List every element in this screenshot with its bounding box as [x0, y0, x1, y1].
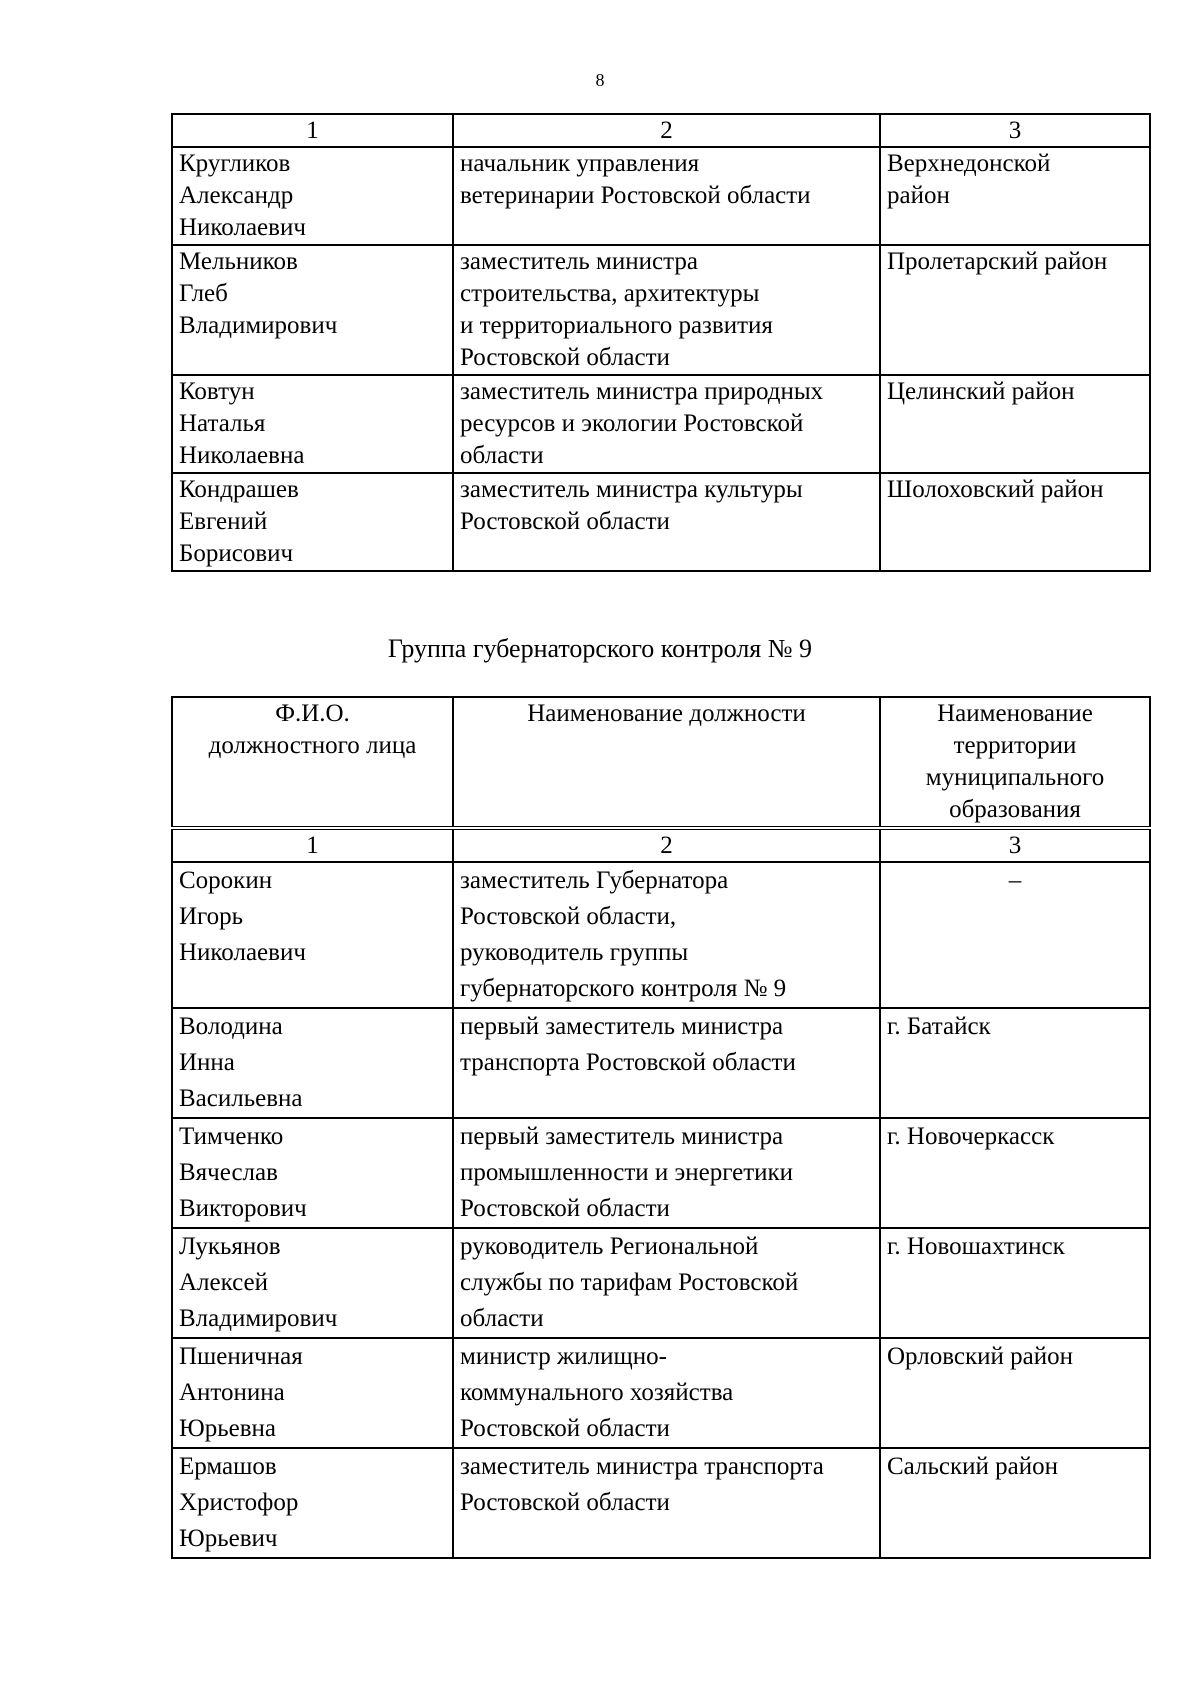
name-line: Лукьянов: [179, 1233, 281, 1260]
territory-line: Пролетарский район: [887, 248, 1108, 275]
name-line: Ермашов: [179, 1453, 277, 1480]
table-row: [172, 375, 1150, 473]
position-line: Ростовской области: [460, 1489, 670, 1516]
cell-name: [172, 1228, 453, 1338]
position-line: Ростовской области: [460, 1195, 670, 1222]
column-number: 2: [453, 828, 880, 862]
officials-table-continued: [171, 113, 1151, 572]
name-line: Игорь: [179, 903, 244, 930]
table-body: [172, 862, 1150, 1558]
name-line: Мельников: [179, 248, 298, 275]
table-row: [172, 1338, 1150, 1448]
position-line: первый заместитель министра: [460, 1123, 784, 1150]
header-line: территории: [953, 732, 1077, 759]
column-number-row: [172, 828, 1150, 862]
position-line: Ростовской области: [460, 1415, 670, 1442]
cell-territory: [880, 1448, 1150, 1558]
table-row: [172, 1118, 1150, 1228]
position-line: заместитель Губернатора: [460, 867, 729, 894]
position-line: ветеринарии Ростовской области: [460, 182, 811, 209]
name-line: Ковтун: [179, 378, 255, 405]
territory-line: Сальский район: [887, 1453, 1058, 1480]
cell-position: [453, 375, 880, 473]
name-line: Глеб: [179, 280, 228, 307]
name-line: Николаевич: [179, 214, 306, 241]
name-line: Наталья: [179, 410, 266, 437]
cell-position: [453, 473, 880, 571]
cell-name: [172, 473, 453, 571]
territory-line: г. Новочеркасск: [887, 1123, 1055, 1150]
table-row: [172, 1448, 1150, 1558]
cell-territory: [880, 147, 1150, 245]
name-line: Юрьевич: [179, 1525, 278, 1552]
position-line: строительства, архитектуры: [460, 280, 760, 307]
cell-name: [172, 1008, 453, 1118]
name-line: Тимченко: [179, 1123, 284, 1150]
position-line: первый заместитель министра: [460, 1013, 784, 1040]
position-line: заместитель министра: [460, 248, 698, 275]
cell-name: [172, 1338, 453, 1448]
position-line: заместитель министра культуры: [460, 476, 803, 503]
header-line: Ф.И.О.: [275, 700, 350, 727]
header-line: должностного лица: [208, 732, 417, 759]
position-line: службы по тарифам Ростовской: [460, 1269, 799, 1296]
name-line: Владимирович: [179, 312, 338, 339]
name-line: Пшеничная: [179, 1343, 303, 1370]
column-number: 1: [172, 828, 453, 862]
cell-position: [453, 1118, 880, 1228]
territory-line: Орловский район: [887, 1343, 1073, 1370]
page-number: 8: [595, 70, 605, 90]
cell-position: [453, 1448, 880, 1558]
territory-line: –: [1008, 867, 1022, 894]
column-number: 3: [880, 828, 1150, 862]
cell-name: [172, 862, 453, 1008]
cell-territory: [880, 1008, 1150, 1118]
column-number-row: [172, 114, 1150, 147]
table-row: [172, 147, 1150, 245]
header-line: Наименование должности: [527, 700, 806, 727]
territory-line: г. Новошахтинск: [887, 1233, 1065, 1260]
position-line: Ростовской области: [460, 344, 670, 371]
table-row: [172, 245, 1150, 375]
cell-territory: [880, 245, 1150, 375]
column-number: 1: [172, 114, 453, 147]
table-row: [172, 473, 1150, 571]
cell-territory: [880, 1338, 1150, 1448]
cell-position: [453, 862, 880, 1008]
cell-position: [453, 1228, 880, 1338]
position-line: Ростовской области: [460, 508, 670, 535]
name-line: Володина: [179, 1013, 283, 1040]
name-line: Инна: [179, 1049, 235, 1076]
name-line: Кругликов: [179, 150, 291, 177]
cell-name: [172, 147, 453, 245]
position-line: заместитель министра природных: [460, 378, 824, 405]
name-line: Сорокин: [179, 867, 273, 894]
name-line: Владимирович: [179, 1305, 338, 1332]
cell-name: [172, 1118, 453, 1228]
position-line: и территориального развития: [460, 312, 773, 339]
position-line: области: [460, 1305, 544, 1332]
name-line: Николаевич: [179, 939, 306, 966]
territory-line: Шолоховский район: [887, 476, 1104, 503]
header-name: [172, 697, 453, 828]
cell-territory: [880, 375, 1150, 473]
name-line: Антонина: [179, 1379, 285, 1406]
position-line: начальник управления: [460, 150, 700, 177]
table-row: [172, 1008, 1150, 1118]
header-line: Наименование: [937, 700, 1093, 727]
name-line: Алексей: [179, 1269, 269, 1296]
name-line: Васильевна: [179, 1085, 303, 1112]
territory-line: Верхнедонской: [887, 150, 1051, 177]
name-line: Христофор: [179, 1489, 299, 1516]
position-line: промышленности и энергетики: [460, 1159, 794, 1186]
name-line: Борисович: [179, 540, 294, 567]
cell-position: [453, 147, 880, 245]
position-line: Ростовской области,: [460, 903, 677, 930]
position-line: ресурсов и экологии Ростовской: [460, 410, 804, 437]
header-position: [453, 697, 880, 828]
cell-position: [453, 1008, 880, 1118]
name-line: Кондрашев: [179, 476, 299, 503]
table-row: [172, 1228, 1150, 1338]
name-line: Юрьевна: [179, 1415, 276, 1442]
position-line: руководитель группы: [460, 939, 689, 966]
name-line: Евгений: [179, 508, 268, 535]
cell-territory: [880, 1118, 1150, 1228]
name-line: Викторович: [179, 1195, 307, 1222]
header-line: образования: [949, 796, 1081, 823]
cell-position: [453, 245, 880, 375]
territory-line: г. Батайск: [887, 1013, 991, 1040]
position-line: губернаторского контроля № 9: [460, 975, 787, 1002]
column-number: 2: [453, 114, 880, 147]
name-line: Вячеслав: [179, 1159, 278, 1186]
position-line: заместитель министра транспорта: [460, 1453, 824, 1480]
position-line: транспорта Ростовской области: [460, 1049, 796, 1076]
position-line: министр жилищно-: [460, 1343, 667, 1370]
table-header-row: [172, 697, 1150, 828]
cell-position: [453, 1338, 880, 1448]
position-line: руководитель Региональной: [460, 1233, 759, 1260]
name-line: Александр: [179, 182, 294, 209]
cell-territory: [880, 862, 1150, 1008]
header-territory: [880, 697, 1150, 828]
header-line: муниципального: [925, 764, 1105, 791]
group-9-officials-table: [171, 696, 1151, 1559]
cell-territory: [880, 1228, 1150, 1338]
group-title: Группа губернаторского контроля № 9: [387, 634, 813, 663]
column-number: 3: [880, 114, 1150, 147]
cell-territory: [880, 473, 1150, 571]
territory-line: Целинский район: [887, 378, 1075, 405]
position-line: области: [460, 442, 544, 469]
cell-name: [172, 375, 453, 473]
table-body: [172, 147, 1150, 571]
territory-line: район: [887, 182, 950, 209]
name-line: Николаевна: [179, 442, 305, 469]
cell-name: [172, 1448, 453, 1558]
cell-name: [172, 245, 453, 375]
table-row: [172, 862, 1150, 1008]
position-line: коммунального хозяйства: [460, 1379, 734, 1406]
